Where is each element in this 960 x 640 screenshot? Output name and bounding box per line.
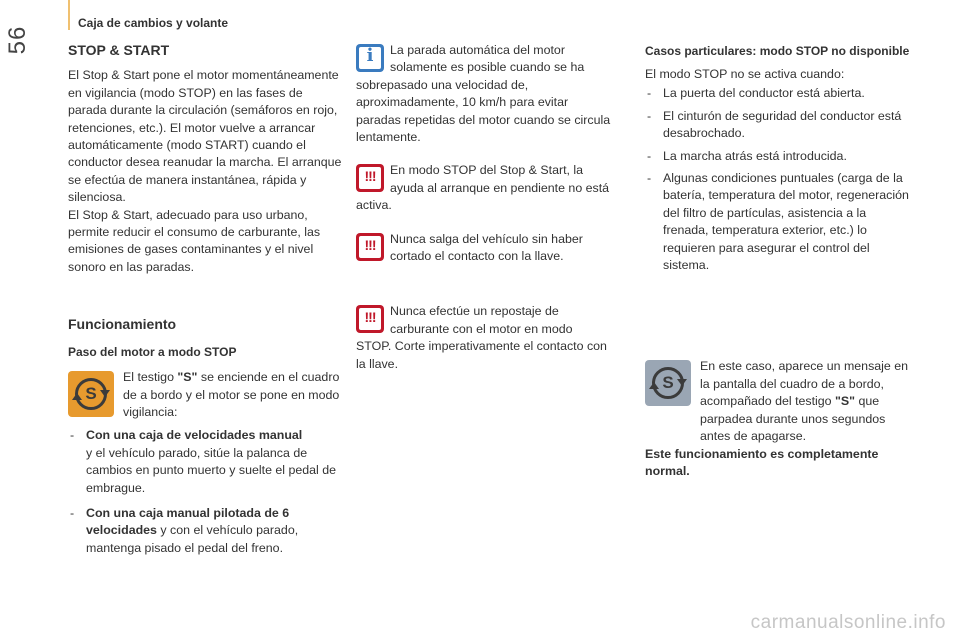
warning-note-1: !!! En modo STOP del Stop & Start, la ayuda al arranque en pendiente no está activa. [356,162,611,214]
special-cases-lead: El modo STOP no se activa cuando: [645,67,845,81]
watermark: carmanualsonline.info [750,612,946,633]
manual-gearbox-label: Con una caja de velocidades manual [86,428,303,443]
special-cases-title: Casos particulares: modo STOP no disponible [645,44,910,58]
stop-start-title: STOP & START [68,42,170,58]
stop-start-intro: El Stop & Start pone el motor momentáneamente en vigilancia (modo STOP) en las fases de parada durante la circulación (semáforos en rojo, retenciones, etc.). El motor vuelve a arrancar automáticamente (modo START) cuando el conductor desea reanudar la marcha. El arranque se efectúa de manera instantánea, rápida y silenciosa. [68,68,342,205]
column-notes [356,42,611,373]
warning-icon [356,164,384,192]
list-item: - El cinturón de seguridad del conductor está desabrochado. [647,108,902,141]
warning-icon [356,233,384,261]
piloted-gearbox-label: Con una caja manual pilotada de 6 velocidades [86,505,290,538]
testigo-s: "S" [177,370,198,385]
stop-unavailable-indicator-icon [645,360,691,406]
column-stop-start [68,42,343,557]
list-item: - Con una caja de velocidades manual y el vehículo parado, sitúe la palanca de cambios en punto muerto y suelte el pedal de embrague. [68,427,343,497]
testigo-text: El testigo "S" se enciende en el cuadro de a bordo y el motor se pone en modo vigilancia: [123,370,340,419]
warning-icon [356,305,384,333]
manual-gearbox-text: y el vehículo parado, sitúe la palanca de cambios en punto muerto y suelte el pedal de embrague. [86,445,337,495]
s-letter: S [662,373,674,393]
message-text: En este caso, aparece un mensaje en la pantalla del cuadro de a bordo, acompañado del testigo "S" que parpadea durante unos segundos antes de apagarse. [700,359,909,444]
message-block [645,358,915,445]
list-item: - La marcha atrás está introducida. [647,148,847,163]
column-special-cases [645,42,915,480]
piloted-gearbox-text: y con el vehículo parado, mantenga pisado el pedal del freno. [86,523,299,555]
info-note: i La parada automática del motor solamente es posible cuando se ha sobrepasado una velocidad de, aproximadamente, 10 km/h para evitar paradas repetidas del motor cuando se circula lentamente. [356,42,611,146]
list-item: - Con una caja manual pilotada de 6 velocidades y con el vehículo parado, mantenga pisado el pedal del freno. [70,505,299,555]
s-letter: S [85,384,97,404]
stop-start-intro-2: El Stop & Start, adecuado para uso urbano, permite reducir el consumo de carburante, las emisiones de gases contaminantes y el nivel sonoro en las paradas. [68,207,321,274]
stop-start-indicator-icon [68,371,114,417]
funcionamiento-title: Funcionamiento [68,316,177,333]
warning-note-2: !!! Nunca salga del vehículo sin haber cortado el contacto con la llave. [356,231,611,266]
testigo-block [68,369,343,421]
normal-operation-note: Este funcionamiento es completamente normal. [645,446,879,478]
section-header-title: Caja de cambios y volante [78,16,229,30]
list-item: - Algunas condiciones puntuales (carga de la batería, temperatura del motor, regeneración del filtro de partículas, asistencia a la frenada, temperatura exterior, etc.) lo requieren para asegurar el control del sistema. [647,171,909,273]
list-item: - La puerta del conductor está abierta. [647,86,865,101]
page-number: 56 [4,25,31,55]
paso-motor-subtitle: Paso del motor a modo STOP [68,344,237,359]
info-icon [356,44,384,72]
header-accent-bar [68,0,70,30]
warning-note-3: !!! Nunca efectúe un repostaje de carburante con el motor en modo STOP. Corte imperativamente el contacto con la llave. [356,303,611,373]
